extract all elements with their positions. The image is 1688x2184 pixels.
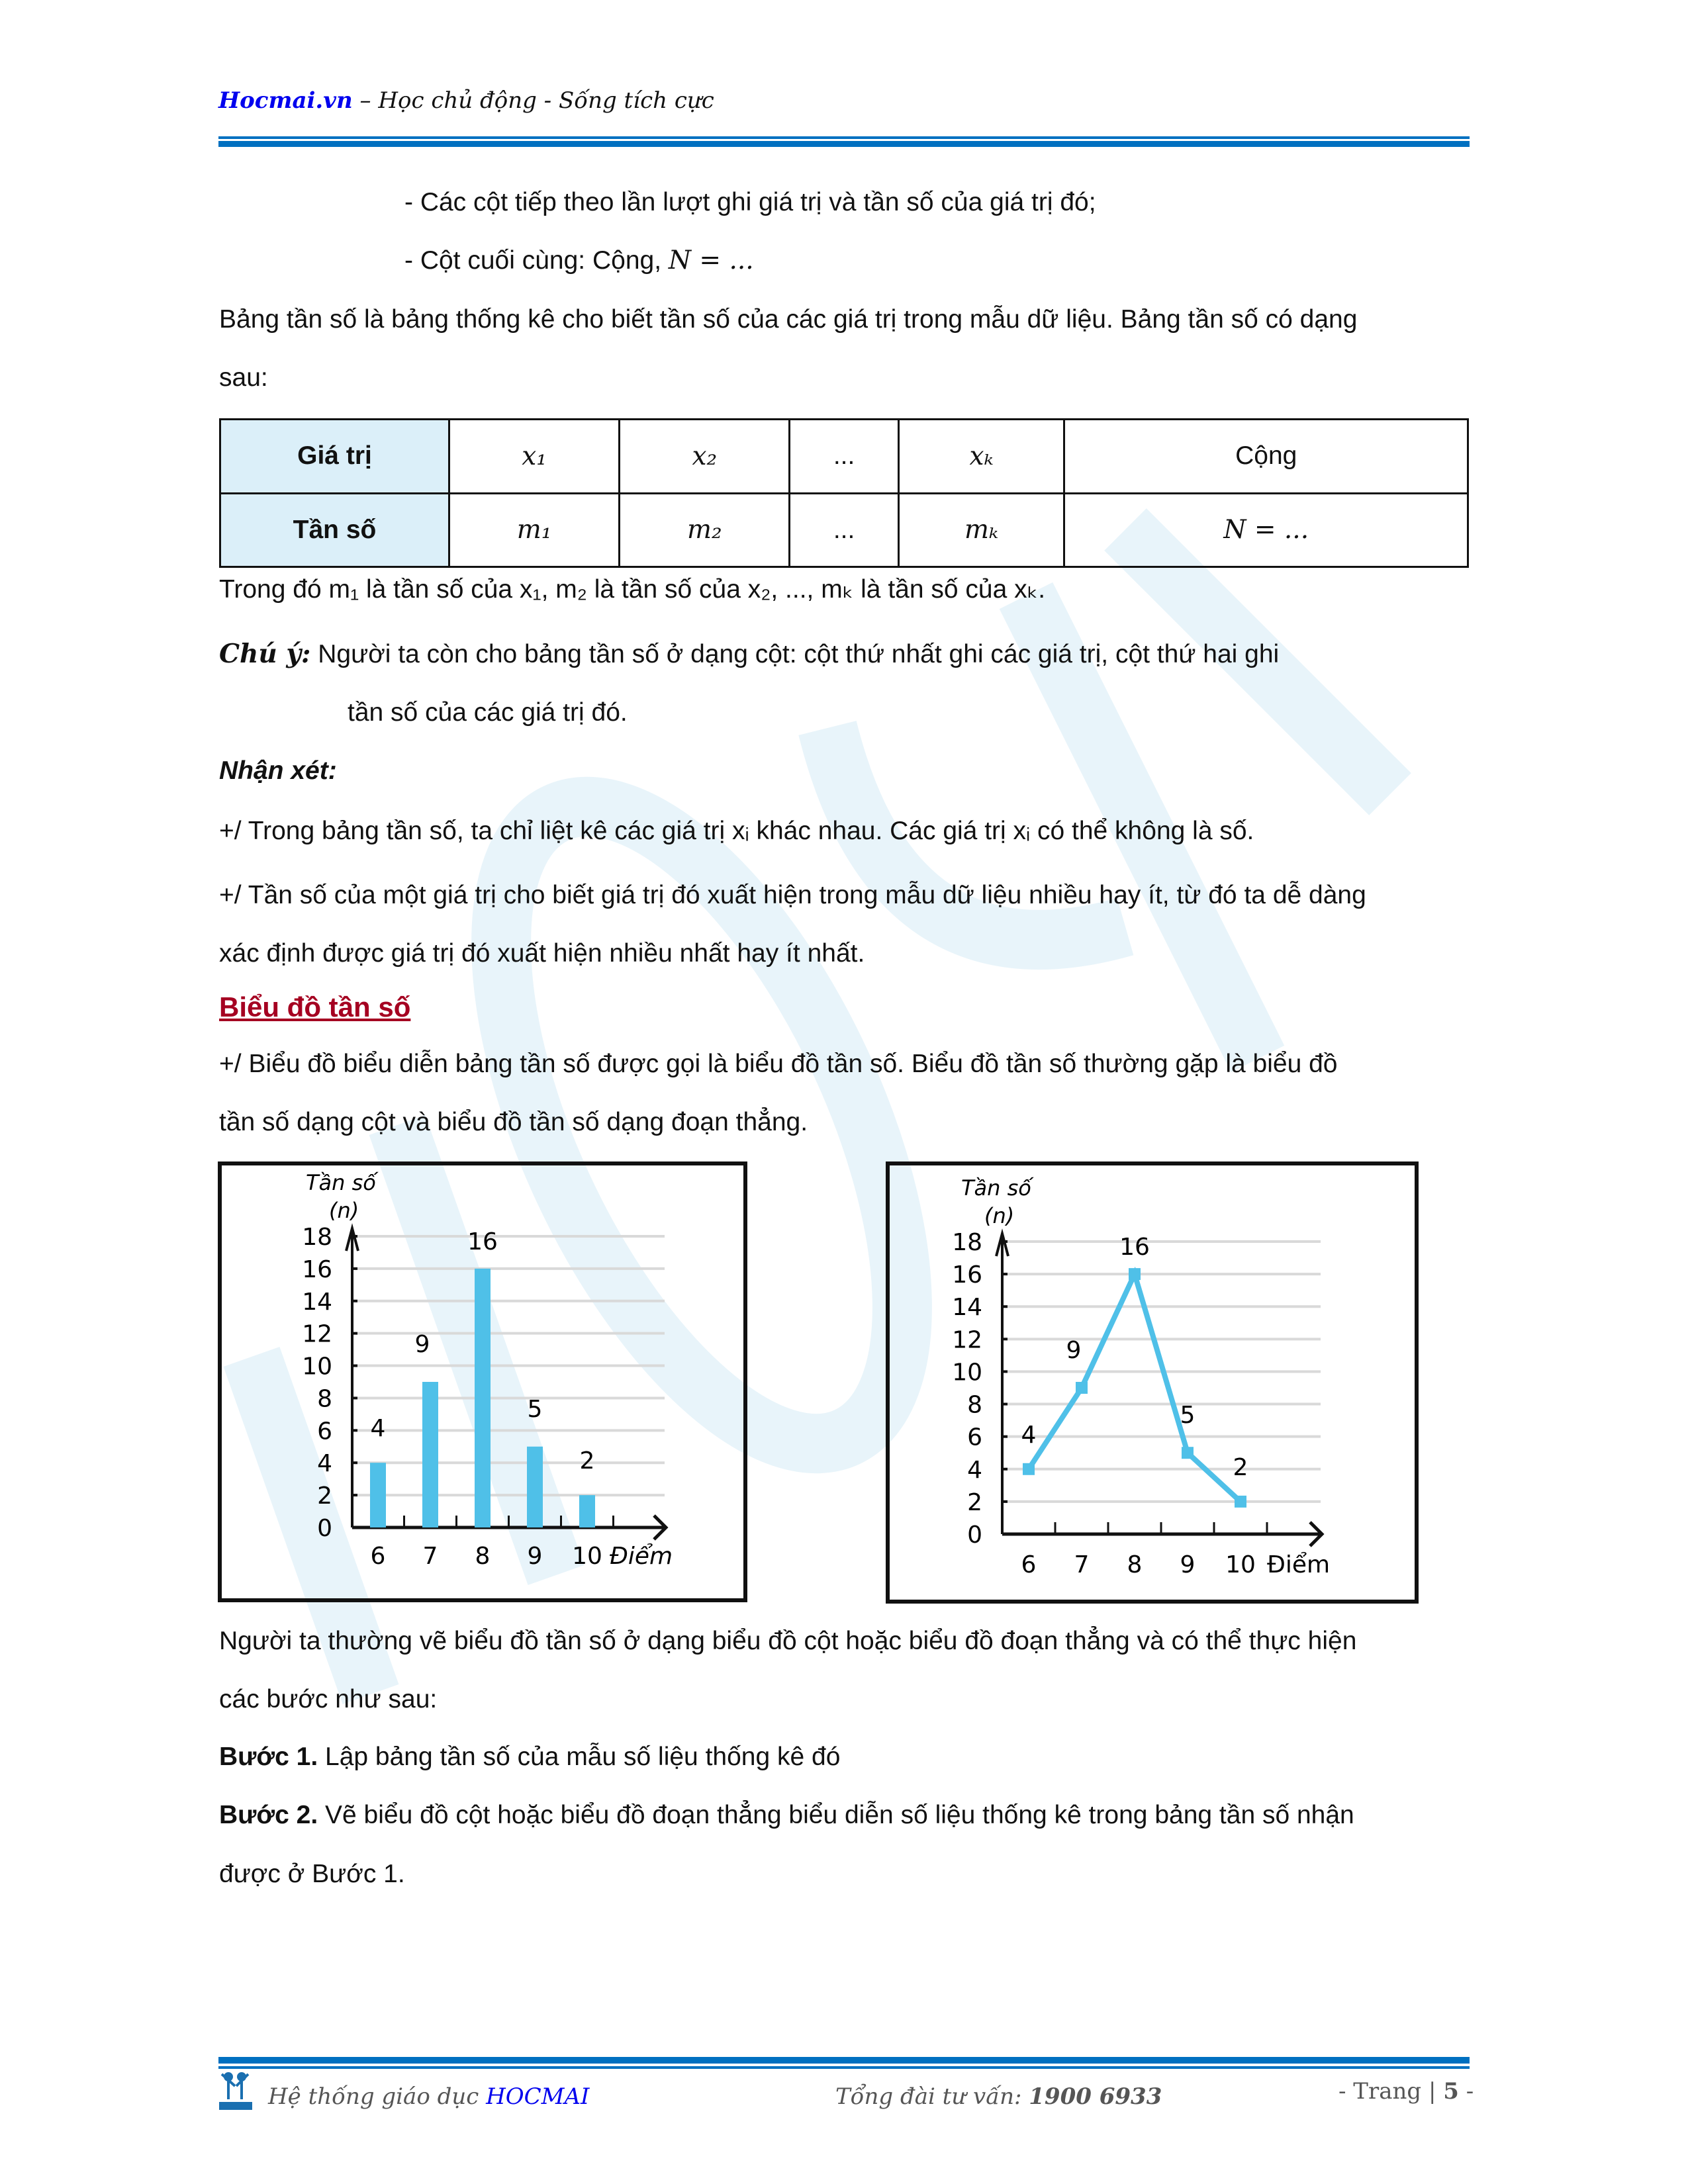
cell-text: xₖ — [969, 441, 994, 471]
paragraph: được ở Bước 1. — [219, 1860, 405, 1888]
step-label: Bước 2. — [219, 1801, 318, 1829]
y-tick-label: 0 — [967, 1522, 982, 1549]
data-label: 4 — [370, 1415, 386, 1443]
bar — [422, 1382, 438, 1527]
footer-text: Hệ thống giáo dục — [268, 2083, 487, 2110]
table-header-cell: Tần số — [220, 493, 449, 567]
y-tick-label: 8 — [317, 1385, 332, 1413]
table-cell: ... — [790, 493, 898, 567]
brand-link[interactable]: Hocmai.vn — [218, 87, 353, 114]
data-label: 5 — [1180, 1402, 1196, 1430]
footer-brand[interactable]: HOCMAI — [486, 2083, 590, 2110]
y-tick-label: 10 — [302, 1353, 332, 1381]
bar — [527, 1447, 543, 1527]
text: - Cột cuối cùng: Cộng, — [404, 246, 669, 275]
paragraph: tần số của các giá trị đó. — [348, 698, 628, 727]
cell-text: x₁ — [522, 441, 547, 471]
paragraph: +/ Tần số của một giá trị cho biết giá trị đó xuất hiện trong mẫu dữ liệu nhiều hay ít, từ đó ta dễ dàng — [219, 881, 1366, 909]
paragraph: tần số dạng cột và biểu đồ tần số dạng đoạn thẳng. — [219, 1108, 808, 1136]
section-heading: Biểu đồ tần số — [219, 991, 411, 1023]
data-label: 16 — [1119, 1234, 1150, 1261]
x-tick-label: 10 — [572, 1543, 602, 1570]
paragraph: Người ta thường vẽ biểu đồ tần số ở dạng biểu đồ cột hoặc biểu đồ đoạn thẳng và có thể thực hiện — [219, 1627, 1357, 1655]
x-tick-label: 8 — [1127, 1551, 1143, 1578]
bar — [579, 1495, 595, 1527]
y-tick-label: 4 — [317, 1450, 332, 1478]
data-point — [1076, 1382, 1088, 1394]
data-point — [1235, 1496, 1246, 1508]
page-prefix: - Trang | — [1338, 2078, 1444, 2105]
text-line: - Các cột tiếp theo lần lượt ghi giá trị và tần số của giá trị đó; — [404, 188, 1096, 216]
math: N = ... — [668, 246, 754, 275]
x-tick-label: 7 — [422, 1543, 438, 1570]
data-label: 4 — [1021, 1421, 1037, 1449]
data-point — [1023, 1463, 1035, 1475]
table-cell: Cộng — [1064, 420, 1468, 494]
y-axis-label: Tần số — [306, 1170, 376, 1195]
paragraph: +/ Biểu đồ biểu diễn bảng tần số được gọi là biểu đồ tần số. Biểu đồ tần số thường gặp là biểu đồ — [219, 1050, 1338, 1078]
paragraph: xác định được giá trị đó xuất hiện nhiều nhất hay ít nhất. — [219, 939, 865, 968]
paragraph: các bước như sau: — [219, 1685, 438, 1713]
page-suffix: - — [1458, 2078, 1474, 2105]
data-label: 5 — [527, 1395, 543, 1423]
paragraph: +/ Trong bảng tần số, ta chỉ liệt kê các giá trị xᵢ khác nhau. Các giá trị xᵢ có thể không là số. — [219, 817, 1254, 845]
y-tick-label: 0 — [317, 1515, 332, 1542]
y-tick-label: 14 — [302, 1288, 332, 1316]
y-tick-label: 2 — [967, 1488, 982, 1516]
cell-text: x₂ — [692, 441, 718, 471]
x-tick-label: 7 — [1074, 1551, 1090, 1578]
cell-text: m₁ — [516, 515, 552, 545]
cell-text: N = ... — [1223, 515, 1309, 545]
y-tick-label: 6 — [967, 1424, 982, 1451]
y-axis-label: Tần số — [961, 1175, 1031, 1201]
x-tick-label: 9 — [1180, 1551, 1196, 1578]
paragraph: sau: — [219, 363, 268, 392]
y-tick-label: 18 — [302, 1224, 332, 1251]
y-tick-label: 12 — [952, 1326, 982, 1354]
data-label: 2 — [579, 1447, 595, 1475]
y-tick-label: 14 — [952, 1294, 982, 1322]
x-tick-label: 6 — [1021, 1551, 1037, 1578]
y-tick-label: 16 — [302, 1255, 332, 1283]
step-text: Lập bảng tần số của mẫu số liệu thống kê đó — [318, 1743, 841, 1771]
bar — [370, 1463, 386, 1527]
series-line — [1029, 1274, 1241, 1502]
y-axis-unit: (n) — [984, 1203, 1015, 1228]
cell-text: mₖ — [964, 515, 999, 545]
y-tick-label: 10 — [952, 1359, 982, 1387]
data-label: 9 — [1066, 1337, 1082, 1364]
note-label: Chú ý: — [219, 639, 311, 669]
y-tick-label: 6 — [317, 1418, 332, 1445]
y-tick-label: 12 — [302, 1320, 332, 1348]
paragraph: Trong đó m₁ là tần số của x₁, m₂ là tần số của x₂, ..., mₖ là tần số của xₖ. — [219, 575, 1046, 604]
hotline-number: 1900 6933 — [1029, 2083, 1162, 2110]
x-tick-label: 8 — [475, 1543, 491, 1570]
table-header-cell: Giá trị — [220, 420, 449, 494]
data-label: 16 — [467, 1228, 498, 1255]
x-tick-label: 10 — [1225, 1551, 1256, 1578]
data-label: 2 — [1233, 1453, 1248, 1481]
y-tick-label: 2 — [317, 1482, 332, 1510]
y-tick-label: 4 — [967, 1456, 982, 1484]
y-tick-label: 16 — [952, 1261, 982, 1289]
y-tick-label: 8 — [967, 1391, 982, 1419]
hotline-label: Tổng đài tư vấn: — [835, 2083, 1029, 2110]
paragraph: Bảng tần số là bảng thống kê cho biết tần số của các giá trị trong mẫu dữ liệu. Bảng tần số có dạng — [219, 305, 1358, 334]
cell-text: m₂ — [687, 515, 722, 545]
data-point — [1182, 1447, 1194, 1459]
x-tick-label: 9 — [527, 1543, 543, 1570]
y-tick-label: 18 — [952, 1229, 982, 1256]
bar — [475, 1269, 491, 1527]
data-point — [1129, 1268, 1141, 1280]
data-label: 9 — [414, 1331, 430, 1358]
page-value: 5 — [1443, 2078, 1459, 2105]
step-text: Vẽ biểu đồ cột hoặc biểu đồ đoạn thẳng biểu diễn số liệu thống kê trong bảng tần số nhận — [318, 1801, 1354, 1829]
y-axis-unit: (n) — [329, 1198, 359, 1223]
remark-label: Nhận xét: — [219, 756, 337, 785]
slogan: – Học chủ động - Sống tích cực — [352, 87, 714, 114]
x-axis-label: Điểm — [610, 1543, 673, 1570]
note-text: Người ta còn cho bảng tần số ở dạng cột: cột thứ nhất ghi các giá trị, cột thứ hai ghi — [310, 640, 1280, 668]
table-cell: ... — [790, 420, 898, 494]
x-tick-label: 6 — [370, 1543, 386, 1570]
x-axis-label: Điểm — [1267, 1551, 1331, 1578]
step-label: Bước 1. — [219, 1743, 318, 1771]
